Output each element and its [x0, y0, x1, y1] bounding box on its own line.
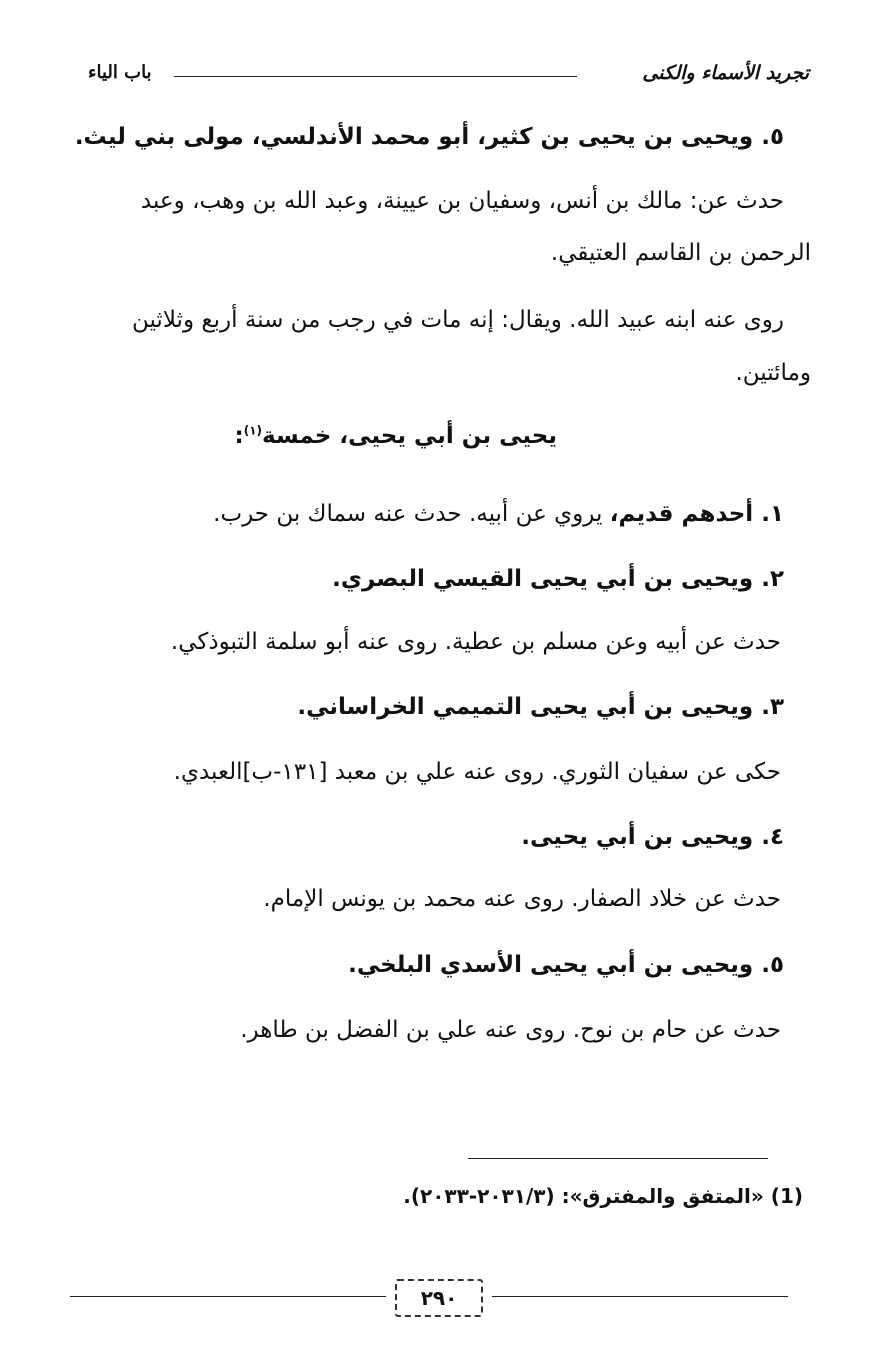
subheading-text: يحيى بن أبي يحيى، خمسة — [262, 423, 557, 449]
running-header-section: باب الياء — [88, 62, 152, 83]
page-number: ٢٩٠ — [395, 1279, 483, 1317]
list-item-text: يروي عن أبيه. حدث عنه سماك بن حرب. — [213, 501, 610, 527]
bottom-rule-right — [492, 1296, 788, 1297]
subheading-colon: : — [234, 423, 244, 449]
list-item-text: حدث عن حام بن نوح. روى عنه علي بن الفضل بن طاهر. — [240, 1017, 781, 1043]
list-item-text: حدث عن خلاد الصفار. روى عنه محمد بن يونس الإمام. — [263, 886, 781, 912]
list-item-text: حكى عن سفيان الثوري. روى عنه علي بن معبد [١٣١-ب]العبدي. — [173, 759, 781, 785]
list-item-name: ١. أحدهم قديم، — [609, 501, 784, 527]
running-header-title: تجريد الأسماء والكنى — [642, 62, 809, 84]
footnote-rule — [468, 1158, 768, 1159]
header-rule — [174, 76, 577, 77]
entry-heading: ٥. ويحيى بن يحيى بن كثير، أبو محمد الأندلسي، مولى بني ليث. — [74, 124, 784, 150]
footnote-marker: (١) — [243, 423, 263, 438]
list-item-heading: ٥. ويحيى بن أبي يحيى الأسدي البلخي. — [348, 952, 784, 978]
paragraph-line: روى عنه ابنه عبيد الله. ويقال: إنه مات في رجب من سنة أربع وثلاثين — [131, 307, 784, 333]
list-item-heading: ٤. ويحيى بن أبي يحيى. — [521, 824, 784, 850]
list-item-heading: ٣. ويحيى بن أبي يحيى التميمي الخراساني. — [297, 694, 784, 720]
section-subheading — [235, 423, 557, 449]
list-item-heading: ٢. ويحيى بن أبي يحيى القيسي البصري. — [332, 566, 784, 592]
bottom-rule-left — [70, 1296, 386, 1297]
paragraph-line: ومائتين. — [735, 360, 811, 386]
list-item-text: حدث عن أبيه وعن مسلم بن عطية. روى عنه أبو سلمة التبوذكي. — [170, 629, 781, 655]
paragraph-line: الرحمن بن القاسم العتيقي. — [550, 240, 811, 266]
footnote: (1) «المتفق والمفترق»: (٢٠٣١/٣-٢٠٣٣). — [403, 1184, 803, 1208]
paragraph-line: حدث عن: مالك بن أنس، وسفيان بن عيينة، وعبد الله بن وهب، وعبد — [140, 188, 784, 214]
running-header — [88, 62, 809, 92]
list-item — [213, 503, 784, 526]
